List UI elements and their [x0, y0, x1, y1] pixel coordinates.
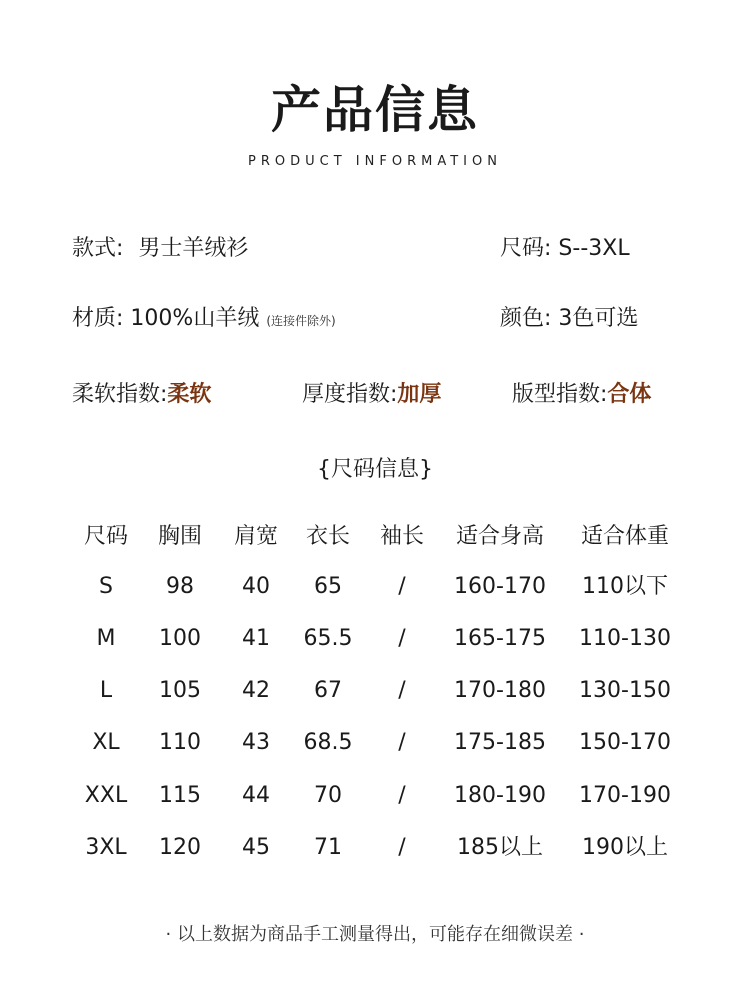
- table-cell: 170-190: [579, 783, 671, 808]
- table-cell: 150-170: [579, 730, 671, 755]
- style-label: 款式:: [72, 236, 124, 261]
- table-cell: 44: [242, 783, 270, 808]
- color-label: 颜色:: [500, 306, 552, 331]
- table-header-cell: 胸围: [157, 524, 202, 549]
- material-value: 100%山羊绒: [130, 306, 260, 331]
- table-header-cell: 袖长: [379, 524, 424, 549]
- thickness-value: 加厚: [397, 382, 442, 407]
- footer-note: · 以上数据为商品手工测量得出，可能存在细微误差 ·: [165, 924, 585, 945]
- table-cell: 115: [159, 783, 201, 808]
- material-label: 材质:: [72, 306, 124, 331]
- table-cell: 70: [314, 783, 342, 808]
- thickness-label: 厚度指数:: [302, 382, 398, 407]
- table-header-cell: 适合身高: [455, 524, 544, 549]
- table-cell: 165-175: [454, 626, 546, 651]
- table-header-cell: 衣长: [305, 524, 350, 549]
- table-cell: 170-180: [454, 678, 546, 703]
- table-cell: 110-130: [579, 626, 671, 651]
- table-header-cell: 适合体重: [580, 524, 669, 549]
- table-cell: /: [398, 730, 406, 755]
- table-cell: 45: [242, 835, 270, 860]
- table-cell: 160-170: [454, 574, 546, 599]
- table-cell: XL: [92, 730, 120, 755]
- size-range-value: S--3XL: [558, 236, 630, 261]
- table-cell: 68.5: [303, 730, 353, 755]
- table-cell: 105: [159, 678, 201, 703]
- table-cell: 98: [166, 574, 194, 599]
- softness-label: 柔软指数:: [72, 382, 168, 407]
- table-cell: 65: [314, 574, 342, 599]
- table-cell: 43: [242, 730, 270, 755]
- softness-value: 柔软: [167, 382, 212, 407]
- table-cell: 42: [242, 678, 270, 703]
- table-cell: 40: [242, 574, 270, 599]
- table-cell: 180-190: [454, 783, 546, 808]
- table-cell: 67: [314, 678, 342, 703]
- table-cell: L: [99, 678, 113, 703]
- table-cell: M: [96, 626, 116, 651]
- table-cell: /: [398, 835, 406, 860]
- table-cell: 130-150: [579, 678, 671, 703]
- table-header-cell: 尺码: [83, 524, 128, 549]
- table-cell: 3XL: [85, 835, 127, 860]
- table-cell: /: [398, 678, 406, 703]
- table-cell: 120: [159, 835, 201, 860]
- page-title: 产品信息: [271, 81, 479, 139]
- table-cell: /: [398, 574, 406, 599]
- page-subtitle: PRODUCT INFORMATION: [248, 154, 502, 169]
- table-cell: /: [398, 626, 406, 651]
- size-range-label: 尺码:: [500, 236, 552, 261]
- table-cell: S: [99, 574, 113, 599]
- table-cell: 110: [159, 730, 201, 755]
- table-header-cell: 肩宽: [233, 524, 278, 549]
- table-cell: /: [398, 783, 406, 808]
- table-cell: XXL: [84, 783, 128, 808]
- table-cell: 190以上: [582, 835, 668, 860]
- table-cell: 110以下: [582, 574, 668, 599]
- material-note: (连接件除外): [266, 314, 336, 328]
- table-cell: 175-185: [454, 730, 546, 755]
- color-value: 3色可选: [558, 306, 639, 331]
- table-cell: 185以上: [457, 835, 543, 860]
- fit-value: 合体: [607, 382, 652, 407]
- style-value: 男士羊绒衫: [138, 236, 249, 261]
- table-cell: 41: [242, 626, 270, 651]
- fit-label: 版型指数:: [512, 382, 608, 407]
- size-section-title: {尺码信息}: [317, 457, 433, 482]
- table-cell: 65.5: [303, 626, 353, 651]
- table-cell: 100: [159, 626, 201, 651]
- table-cell: 71: [314, 835, 342, 860]
